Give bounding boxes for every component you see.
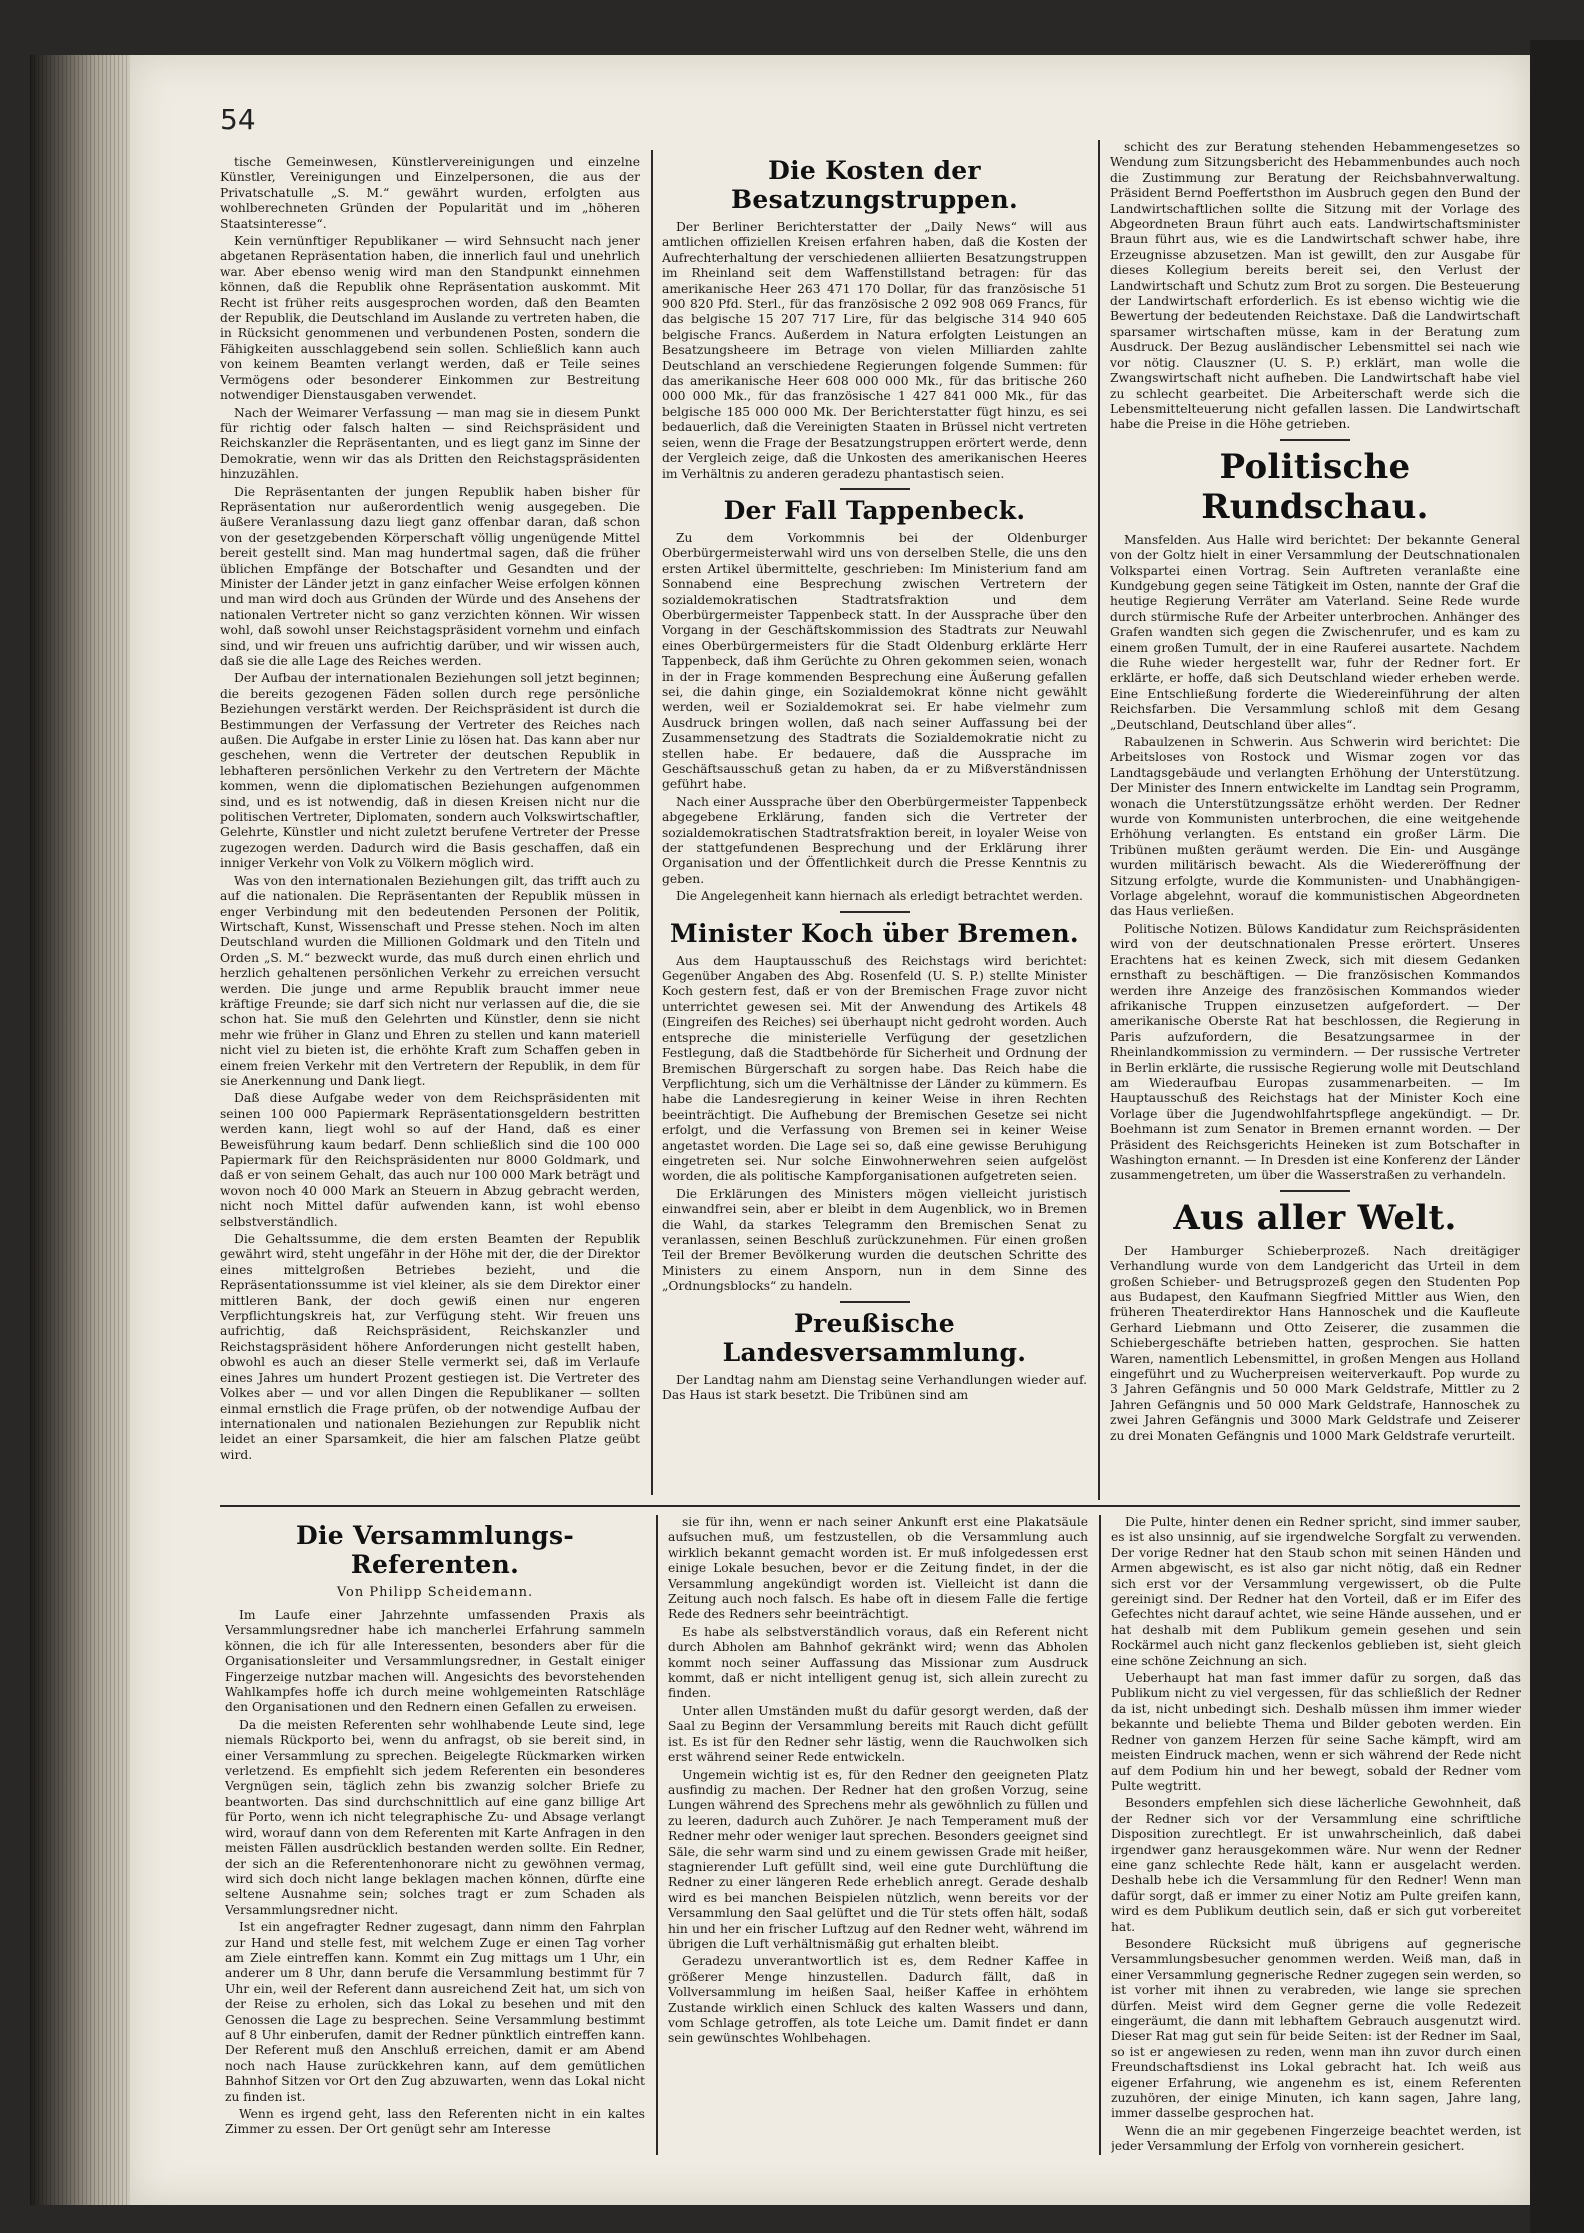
article-paragraph: schicht des zur Beratung stehenden Hebammengesetzes so Wendung zum Sitzungsbericht des Hebammenbundes auch noch die Zustimmung zur Beratung der Reichsbahnverwaltung. Präsident Bernd Poeffertsthon im Ausbruch gegen den Bund der Landwirtschaftlichen sollte die Sitzung mit der Vorlage des Abgeordneten Braun führt auch eats. Landwirtschaftsminister Braun führt aus, wie es die Landwirtschaft schwer habe, ihre Erzeugnisse abzusetzen. Man ist gewillt, den zur Ausgabe für dieses Kollegium bereits bereit sei, den Verlust der Landwirtschaft und Schutz zum Brot zu sorgen. Die Besteuerung der Landwirtschaft erforderlich. Es ist ebenso wichtig wie die Bewertung der bedeutenden Reichstaxe. Daß die Landwirtschaft sparsamer wirtschaften müsse, kam in der Beratung zum Ausdruck. Der Bezug ausländischer Lebensmittel sei nach wie vor nötig. Clauszner (U. S. P.) erklärt, man wolle die Zwangswirtschaft nicht aufheben. Die Landwirtschaft habe viel zu schlecht gearbeitet. Die Arbeiterschaft werde sich die Lebensmittelteuerung nicht gefallen lassen. Die Landwirtschaft habe die Preise in die Höhe getrieben. [1110,140,1520,432]
article-paragraph: Da die meisten Referenten sehr wohlhabende Leute sind, lege niemals Rückporto bei, wenn du anfragst, ob sie bereit sind, in einer Versammlung zu sprechen. Beigelegte Rückmarken wirken verletzend. Es empfiehlt sich jedem Referenten ein besonderes Vergnügen sein, täglich zehn bis zwanzig solcher Briefe zu beantworten. Das sind durchschnittlich auf eine ganz billige Art für Porto, wenn ich nicht telegraphische Zu- und Absage verlangt wird, worauf dann von dem Referenten mit Karte Anfragen in den meisten Fällen ausdrücklich bestanden werden sollte. Ein Redner, der sich an die Referentenhonorare nicht zu gewöhnen vermag, wird sich doch nicht lange beklagen machen können, dürfte eine seltene Ausnahme sein; solches tragt er zum Schaden als Versammlungsredner nicht. [225,1717,645,1917]
book-binding-edge [30,55,140,2205]
column-divider [1098,140,1100,1500]
article-headline: Die Kosten der Besatzungstruppen. [730,156,1018,214]
article-end-rule [840,911,910,913]
article-paragraph: Der Berliner Berichterstatter der „Daily News“ will aus amtlichen offiziellen Kreisen erfahren haben, daß die Kosten der Aufrechterhaltung der verschiedenen alliierten Besatzungstruppen im Rheinland seit dem Waffenstillstand betragen: für das amerikanische Heer 263 471 170 Dollar, für das französische 51 900 820 Pfd. Sterl., für das französische 2 092 908 069 Francs, für das belgische 15 207 717 Lire, für das belgische 314 940 605 belgische Francs. Außerdem in Natura erfolgten Leistungen an Besatzungsheere im Betrage von vielen Milliarden zahlte Deutschland an verschiedene Regierungen folgende Summen: für das amerikanische Heer 608 000 000 Mk., für das britische 260 000 000 Mk., für das französische 1 427 841 000 Mk., für das belgische 185 000 000 Mk. Der Berichterstatter fügt hinzu, es sei bedauerlich, daß die Vereinigten Staaten in Brüssel nicht vertreten seien, wenn die Frage der Besatzungstruppen erörtert werde, denn der Vergleich zeige, daß die Unkosten des amerikanischen Heeres im Verhältnis zu anderen geradezu phantastisch seien. [662,220,1087,481]
column-divider [1099,1515,1101,2155]
article-paragraph: Die Erklärungen des Ministers mögen vielleicht juristisch einwandfrei sein, aber er bleibt in dem Augenblick, wo in Bremen die Wahl, da starkes Telegramm den Bremischen Senat zu veranlassen, seinen Beschluß zurückzunehmen. Für einen großen Teil der Bremer Bevölkerung wurden die deutschen Schritte des Ministers zu einem Ansporn, nun in dem Sinne des „Ordnungsblocks“ zu handeln. [662,1186,1087,1294]
article-headline: Preußische Landesversammlung. [722,1308,1027,1367]
article-paragraph: Nach der Weimarer Verfassung — man mag sie in diesem Punkt für richtig oder falsch halten — sind Reichspräsident und Reichskanzler die Repräsentanten, und es liegt ganz im Sinne der Demokratie, wenn wir das als Dritten den Reichstagspräsidenten hinzuzählen. [220,405,640,482]
article-paragraph: Mansfelden. Aus Halle wird berichtet: Der bekannte General von der Goltz hielt in einer Versammlung der Deutschnationalen Volkspartei einen Vortrag. Sein Auftreten veranlaßte eine Kundgebung gegen seine Tätigkeit im Osten, nannte der Graf die heutige Regierung Verräter am Vaterland. Seine Rede wurde durch stürmische Rufe der Arbeiter unterbrochen. Anhänger des Grafen wandten sich gegen die Zwischenrufer, und es kam zu einem großen Tumult, der in eine Rauferei ausartete. Nachdem die Ruhe wieder hergestellt war, fuhr der Redner fort. Er erklärte, er hoffe, daß sich Deutschland wieder erheben werde. Eine Entschließung forderte die Wiedereinführung der alten Reichsfarben. Die Versammlung schloß mit dem Gesang „Deutschland, Deutschland über alles“. [1110,532,1520,732]
article-paragraph: Ungemein wichtig ist es, für den Redner den geeigneten Platz ausfindig zu machen. Der Redner hat den großen Vorzug, seine Lungen während des Sprechens mehr als gewöhnlich zu füllen und zu leeren, dadurch auch Zuhörer. Je nach Temperament muß der Redner mehr oder weniger laut sprechen. Besonders geeignet sind Säle, die sehr warm sind und zu einem gewissen Grade mit heißer, stagnierender Luft gefüllt sind, weil eine gute Durchlüftung die Redner zu einer längeren Rede erheblich anregt. Gerade deshalb wird es bei manchen Beispielen nützlich, wenn bereits vor der Versammlung den Saal gelüftet und die Tür stets offen hält, sodaß hin und her ein frischer Luftzug auf den Redner weht, während im übrigen die Luft verhältnismäßig gut erhalten bleibt. [668,1767,1088,1951]
article-end-rule [1280,439,1350,441]
article-end-rule [840,488,910,490]
article-paragraph: Wenn es irgend geht, lass den Referenten nicht in ein kaltes Zimmer zu essen. Der Ort genügt sehr am Interesse [225,2107,645,2137]
article-paragraph: Ist ein angefragter Redner zugesagt, dann nimm den Fahrplan zur Hand und stelle fest, mit welchem Zuge er einen Tag vorher am Ziele eintreffen kann. Kommt ein Zug mittags um 1 Uhr, ein anderer um 8 Uhr, dann berufe die Versammlung bestimmt für 7 Uhr ein, weil der Referent dann ausreichend Zeit hat, um sich von der Reise zu erholen, sich das Lokal zu besehen und mit den Genossen die Lage zu besprechen. Seine Versammlung bestimmt auf 8 Uhr einberufen, damit der Redner pünktlich eintreffen kann. Der Referent muß den Anschluß erreichen, damit er am Abend noch nach Hause zurückkehren kann, auf dem gemütlichen Bahnhof Sitzen vor Ort den Zug abzuwarten, wenn das Lokal nicht zu finden ist. [225,1920,645,2104]
column-divider [656,1515,658,2155]
column-divider [651,150,653,1495]
scanner-background [1530,40,1584,2233]
article-paragraph: Der Aufbau der internationalen Beziehungen soll jetzt beginnen; die bereits gezogenen Fäden sollen durch rege persönliche Beziehungen verstärkt werden. Der Reichspräsident ist durch die Bestimmungen der Verfassung der Vertreter des Reiches nach außen. Die Aufgabe in erster Linie zu lösen hat. Das kann aber nur geschehen, wenn die Vertreter der deutschen Republik in lebhafteren persönlichen Verkehr zu den Vertretern der Mächte kommen, wenn die diplomatischen Beziehungen aufgenommen sind, und es ist notwendig, daß in diesen Kreisen nicht nur die politischen Vertreter, Diplomaten, sondern auch Volkswirtschaftler, Gelehrte, Künstler und nicht zuletzt berufene Vertreter der Presse zugezogen werden. Dadurch wird die Basis geschaffen, daß ein inniger Verkehr von Volk zu Völkern möglich wird. [220,671,640,871]
article-paragraph: Die Angelegenheit kann hiernach als erledigt betrachtet werden. [676,889,1083,904]
article-paragraph: Aus dem Hauptausschuß des Reichstags wird berichtet: Gegenüber Angaben des Abg. Rosenfeld (U. S. P.) stellte Minister Koch gestern fest, daß er von der Bremischen Frage zuvor nicht unterrichtet gewesen sei. Mit der Anwendung des Artikels 48 (Eingreifen des Reiches) sei überhaupt nicht gedroht worden. Auch entspreche die ministerielle Verfügung der gesetzlichen Festlegung, daß die Stadtbehörde für Sicherheit und Ordnung der Bremischen Bürgerschaft zu sorgen habe. Das Reich habe die Verpflichtung, sich um die Verhältnisse der Länder zu kümmern. Es habe die Landesregierung in keiner Weise in ihren Rechten beeinträchtigt. Die Aufhebung der Bremischen Gesetze sei nicht erfolgt, und die Verfassung von Bremen sei in keiner Weise angetastet worden. Die Lage sei so, daß eine gewisse Beruhigung eingetreten sei. Nur solche Einwohnerwehren seien aufgelöst worden, die als politische Kampforganisationen aufgetreten seien. [662,953,1087,1184]
section-divider [220,1505,1520,1507]
article-scheidemann-column-b [668,1515,1088,2155]
article-scheidemann-column-c [1111,1515,1521,2155]
article-paragraph: Besonders empfehlen sich diese lächerliche Gewohnheit, daß der Redner sich vor der Versammlung eine schriftliche Disposition zurechtlegt. Er ist unwahrscheinlich, daß dabei irgendwer ganz herausgekommen wäre. Nur wenn der Redner eine ganz schlechte Rede hält, kann er ausgelacht werden. Deshalb hebe ich die Versammlung für den Redner! Wenn man dafür sorgt, daß er immer zu einer Notiz am Pulte greifen kann, wird es dem Publikum deutlich sein, daß er sich gut vorbereitet hat. [1111,1796,1521,1934]
article-paragraph: Ueberhaupt hat man fast immer dafür zu sorgen, daß das Publikum nicht zu viel vergessen, für das schließlich der Redner da ist, nicht unbedingt sich. Deshalb müssen ihm immer wieder bekannte und beliebte Thema und Bilder geboten werden. Ein Redner von ganzem Herzen für seine Sache kämpft, wird am meisten Eindruck machen, wenn er sich während der Rede nicht auf dem Podium hin und her bewegt, sobald der Redner vom Pulte wegtritt. [1111,1671,1521,1793]
newspaper-page [130,55,1530,2205]
article-paragraph: Geradezu unverantwortlich ist es, dem Redner Kaffee in größerer Menge hinzustellen. Dadurch fällt, daß in Vollversammlung im heißen Saal, heißer Kaffee in erhöhtem Zustande wirklich einen Schluck des kalten Wassers und dann, vom Schlage getroffen, als tote Leiche um. Damit findet er dann sein gewünschtes Wohlbehagen. [668,1954,1088,2046]
article-headline: Politische Rundschau. [1201,446,1429,527]
article-scheidemann-column-a [225,1515,645,2155]
article-paragraph: Politische Notizen. Bülows Kandidatur zum Reichspräsidenten wird von der deutschnationalen Presse erörtert. Unseres Erachtens hat es keinen Zweck, sich mit diesem Gedanken ernsthaft zu beschäftigen. — Die französischen Kommandos werden ihre Anzeige des französischen Kommandos wieder afrikanische Truppen einzusetzen aufgefordert. — Der amerikanische Oberste Rat hat beschlossen, die Regierung in Paris aufzufordern, die Besatzungsarmee in der Rheinlandkommission zu vermindern. — Der russische Vertreter in Berlin erklärte, die russische Regierung wolle mit Deutschland am Wiederaufbau Europas zusammenarbeiten. — Im Hauptausschuß des Reichstags hat der Minister Koch eine Vorlage über die Jugendwohlfahrtspflege angekündigt. — Dr. Boehmann ist zum Senator in Bremen ernannt worden. — Der Präsident des Reichsgerichts Heineken ist zum Botschafter in Washington ernannt. — In Dresden ist eine Konferenz der Länder zusammengetreten, um über die Wasserstraßen zu verhandeln. [1110,921,1520,1183]
article-paragraph: Nach einer Aussprache über den Oberbürgermeister Tappenbeck abgegebene Erklärung, fanden sich die Vertreter der sozialdemokratischen Stadtratsfraktion bereit, in loyaler Weise von der stattgefundenen Besprechung und der Erklärung ihrer Organisation und der Öffentlichkeit durch die Presse Kenntnis zu geben. [662,794,1087,886]
article-paragraph: Was von den internationalen Beziehungen gilt, das trifft auch zu auf die nationalen. Die Repräsentanten der Republik müssen in enger Verbindung mit den bedeutenden Personen der Politik, Wirtschaft, Kunst, Wissenschaft und Presse stehen. Noch im alten Deutschland wurden die Millionen Goldmark und den Titeln und Orden „S. M.“ bezweckt wurde, das muß durch einen ehrlich und herzlich gehaltenen persönlichen Verkehr zu erreichen versucht werden. Die junge und arme Republik braucht immer neue kräftige Freunde; sie darf sich nicht nur verlassen auf die, die sie schon hat. Sie muß den Gelehrten und Künstler, denn sie nicht mehr wie früher in Glanz und Ehren zu stellen und kann materiell nicht viel zu bieten ist, die erhöhte Kraft zum Schaffen geben in einem freien Verkehr mit den Vertretern der Republik, in dem für sie Anerkennung und Dank liegt. [220,873,640,1088]
article-paragraph: Kein vernünftiger Republikaner — wird Sehnsucht nach jener abgetanen Repräsentation haben, die innerlich faul und unehrlich war. Aber ebenso wenig wird man den Standpunkt einnehmen können, daß die Republik ohne Repräsentation auskommt. Mit Recht ist früher reits ausgesprochen worden, daß den Beamten der Republik, die Deutschland im Auslande zu vertreten haben, die in Rücksicht genommenen und verbundenen Posten, sondern die Fähigkeiten ausschlaggebend sein sollen. Schließlich kann auch von keinem Beamten verlangt werden, daß er Teile seines Vermögens oder besonderer Einkommen zur Bestreitung notwendiger Dienstausgaben verwendet. [220,234,640,403]
article-end-rule [840,1301,910,1303]
article-paragraph: Der Landtag nahm am Dienstag seine Verhandlungen wieder auf. Das Haus ist stark besetzt. Die Tribünen sind am [662,1372,1087,1402]
article-paragraph: Die Repräsentanten der jungen Republik haben bisher für Repräsentation nur außerordentlich wenig ausgegeben. Die äußere Veranlassung dazu liegt ganz offenbar daran, daß schon von der gesetzgebenden Körperschaft völlig ungenügende Mittel bereit gestellt sind. Man mag hundertmal sagen, daß die früher üblichen Empfänge der Botschafter und Gesandten und der Minister der Länder jetzt in ganz einfacher Weise erfolgen können und man wird doch aus Gründen der Würde und des Ansehens der nationalen Vertreter nicht so ganz verzichten können. Wir wissen wohl, daß sowohl unser Reichstagspräsident vornehm und einfach sind, und wir freuen uns aufrichtig darüber, und wir wissen auch, daß sie die alle Lage des Reiches werden. [220,484,640,668]
article-headline: Die Versammlungs-Referenten. [295,1521,575,1579]
page-number: 54 [220,103,256,136]
article-paragraph: Die Pulte, hinter denen ein Redner spricht, sind immer sauber, es ist also unsinnig, auf sie irgendwelche Sorgfalt zu verwenden. Der vorige Redner hat den Staub schon mit seinen Händen und Armen abgewischt, es ist also gar nicht nötig, daß ein Redner sich erst vor der Versammlung vergewissert, ob die Pulte gereinigt sind. Der Redner hat den Vorteil, daß er im Eifer des Gefechtes nicht darauf achtet, wie seine Hände aussehen, und er hat deshalb mit dem Publikum gemein gesehen und sein Rockärmel auch nicht ganz fleckenlos geblieben ist, sieht gleich eine schöne Zeichnung an sich. [1111,1515,1521,1668]
article-paragraph: Der Hamburger Schieberprozeß. Nach dreitägiger Verhandlung wurde von dem Landgericht das Urteil in dem großen Schieber- und Betrugsprozeß gegen den Studenten Pop aus Budapest, den Kaufmann Siegfried Mittler aus Wien, den früheren Theaterdirektor Hans Hannoschek und die Kaufleute Gerhard Liebmann und Otto Zeiserer, die zusammen die Schiebergeschäfte betrieben hatten, gesprochen. Sie hatten Waren, namentlich Lebensmittel, in großen Mengen aus Holland eingeführt und zu Wucherpreisen weiterverkauft. Pop wurde zu 3 Jahren Gefängnis und 50 000 Mark Geldstrafe, Mittler zu 2 Jahren Gefängnis und 50 000 Mark Geldstrafe, Hannoschek zu zwei Jahren Gefängnis und 3000 Mark Geldstrafe und Zeiserer zu drei Monaten Gefängnis und 1000 Mark Geldstrafe verurteilt. [1110,1243,1520,1443]
article-headline: Aus aller Welt. [1173,1197,1457,1238]
article-paragraph: tische Gemeinwesen, Künstlervereinigungen und einzelne Künstler, Vereinigungen und Einzelpersonen, die aus der Privatschatulle „S. M.“ gewährt wurden, erfolgten aus wohlberechneten Gründen der Popularität und im „höheren Staatsinteresse“. [220,155,640,231]
article-paragraph: Die Gehaltssumme, die dem ersten Beamten der Republik gewährt wird, steht ungefähr in der Höhe mit der, die der Direktor eines mittelgroßen Betriebes bezieht, und die Repräsentationssumme ist viel kleiner, als sie dem Direktor einer mittleren Bank, der doch gewiß einen nur engeren Verpflichtungskreis hat, zur Verfügung steht. Wir freuen uns aufrichtig, daß Reichspräsident, Reichskanzler und Reichstagspräsident höhere Anforderungen nicht gestellt haben, obwohl es auch an dieser Stelle vermerkt sei, daß im Verlaufe eines Jahres um hundert Prozent gestiegen ist. Die Vertreter des Volkes aber — und vor allen Dingen die Republikaner — sollten einmal ernstlich die Frage prüfen, ob der notwendige Aufbau der internationalen und nationalen Beziehungen zur Republik nicht leidet an einer Sparsamkeit, die hier am falschen Platze geübt wird. [220,1232,640,1462]
column-1 [220,155,640,1495]
article-paragraph: Zu dem Vorkommnis bei der Oldenburger Oberbürgermeisterwahl wird uns von derselben Stelle, die uns den ersten Artikel übermittelte, geschrieben: Im Ministerium fand am Sonnabend eine Besprechung zwischen Vertretern der sozialdemokratischen Stadtratsfraktion und dem Oberbürgermeister Tappenbeck statt. In der Aussprache über den Vorgang in der Geschäftskommission des Stadtrats zur Neuwahl eines Oberbürgermeisters für die Stadt Oldenburg erklärte Herr Tappenbeck, daß ihm Gerüchte zu Ohren gekommen seien, wonach in der in Frage kommenden Besprechung eine Äußerung gefallen sei, die dahin ginge, ein Sozialdemokrat könne nicht gewählt werden, weil er Sozialdemokrat sei. Er habe vielmehr zum Ausdruck bringen wollen, daß nach seiner Auffassung bei der Zusammensetzung des Stadtrats die Sozialdemokratie nicht zu stellen habe. Er bedauere, daß die Aussprache im Geschäftsausschuß getan zu haben, da er zu Mißverständnissen geführt habe. [662,530,1087,792]
column-3 [1110,140,1520,1500]
article-paragraph: Im Laufe einer Jahrzehnte umfassenden Praxis als Versammlungsredner habe ich mancherlei Erfahrung sammeln können, die ich für alle Interessenten, besonders aber für die Organisationsleiter und Versammlungsredner, in Gestalt einiger Fingerzeige nutzbar machen will. Angesichts des bevorstehenden Wahlkampfes hoffe ich durch meine wohlgemeinten Ratschläge den Organisationen und den Rednern einen Gefallen zu erweisen. [225,1608,645,1715]
article-paragraph: Besondere Rücksicht muß übrigens auf gegnerische Versammlungsbesucher genommen werden. Weiß man, daß in einer Versammlung gegnerische Redner zugegen sein werden, so ist vorher mit ihnen zu verabreden, wie lange sie sprechen dürfen. Meist wird dem Gegner gerne die volle Redezeit eingeräumt, die dann mit lebhaftem Gebrauch ausgenutzt wird. Dieser Rat mag gut sein für beide Seiten: ist der Redner im Saal, so ist er angewiesen zu reden, wenn man ihn zuvor durch einen Freundschaftsdienst ins Lokal gebracht hat. Ich weiß aus eigener Erfahrung, wie angenehm es ist, einem Referenten zuzuhören, der einige Minuten, ich kann sagen, Jahre lang, immer dasselbe gesprochen hat. [1111,1936,1521,2121]
article-paragraph: Daß diese Aufgabe weder von dem Reichspräsidenten mit seinen 100 000 Papiermark Repräsentationsgeldern bestritten werden kann, liegt wohl so auf der Hand, daß es einer Beweisführung kaum bedarf. Denn schließlich sind die 100 000 Papiermark für den Reichspräsidenten nur 8000 Goldmark, und daß er von seinem Gehalt, das auch nur 100 000 Mark beträgt und wovon noch 40 000 Mark an Steuern in Abzug gebracht werden, nicht noch Mittel dafür aufwenden kann, ist wohl ebenso selbstverständlich. [220,1091,640,1229]
article-headline: Der Fall Tappenbeck. [723,495,1026,525]
article-paragraph: Es habe als selbstverständlich voraus, daß ein Referent nicht durch Abholen am Bahnhof gekränkt wird; wenn das Abholen kommt noch seiner Auffassung das Missionar zum Ausdruck kommt, daß er nicht intelligent genug ist, sich allein zurecht zu finden. [668,1624,1088,1701]
article-paragraph: Wenn die an mir gegebenen Fingerzeige beachtet werden, ist jeder Versammlung der Erfolg von vornherein gesichert. [1111,2123,1521,2154]
article-end-rule [1280,1190,1350,1192]
article-paragraph: Rabaulzenen in Schwerin. Aus Schwerin wird berichtet: Die Arbeitsloses von Rostock und Wismar zogen vor das Landtagsgebäude und verlangten Erhöhung der Unterstützung. Der Minister des Innern entwickelte im Landtag sein Programm, wonach die Unterstützungssätze erhöht werden. Der Redner wurde von Kommunisten unterbrochen, die eine weitgehende Erhöhung verlangten. Es entstand ein großer Lärm. Die Tribünen mußten geräumt werden. Die Ein- und Ausgänge wurden militärisch bewacht. Als die Wiedereröffnung der Sitzung erfolgte, wurde die Kommunisten- und Unabhängigen-Vorlage abgelehnt, worauf die kommunistischen Abgeordneten das Haus verließen. [1110,735,1520,919]
article-byline: Von Philipp Scheidemann. [336,1585,534,1600]
article-paragraph: Unter allen Umständen mußt du dafür gesorgt werden, daß der Saal zu Beginn der Versammlung bereits mit Rauch dicht gefüllt ist. Es ist für den Redner sehr lästig, wenn die Rauchwolken sich erst während seiner Rede entwickeln. [668,1703,1088,1765]
column-2 [662,150,1087,1500]
article-headline: Minister Koch über Bremen. [670,918,1079,948]
article-paragraph: sie für ihn, wenn er nach seiner Ankunft erst eine Plakatsäule aufsuchen muß, um festzustellen, ob die Versammlung auch wirklich bekannt gemacht worden ist. Er muß infolgedessen erst einige Lokale besuchen, bevor er die Zeitung findet, in der die Versammlung angekündigt worden ist. Vielleicht ist dann die Zeitung auch noch falsch. Es habe oft in diesem Falle die fertige Rede des Redners sehr beeinträchtigt. [668,1515,1088,1622]
